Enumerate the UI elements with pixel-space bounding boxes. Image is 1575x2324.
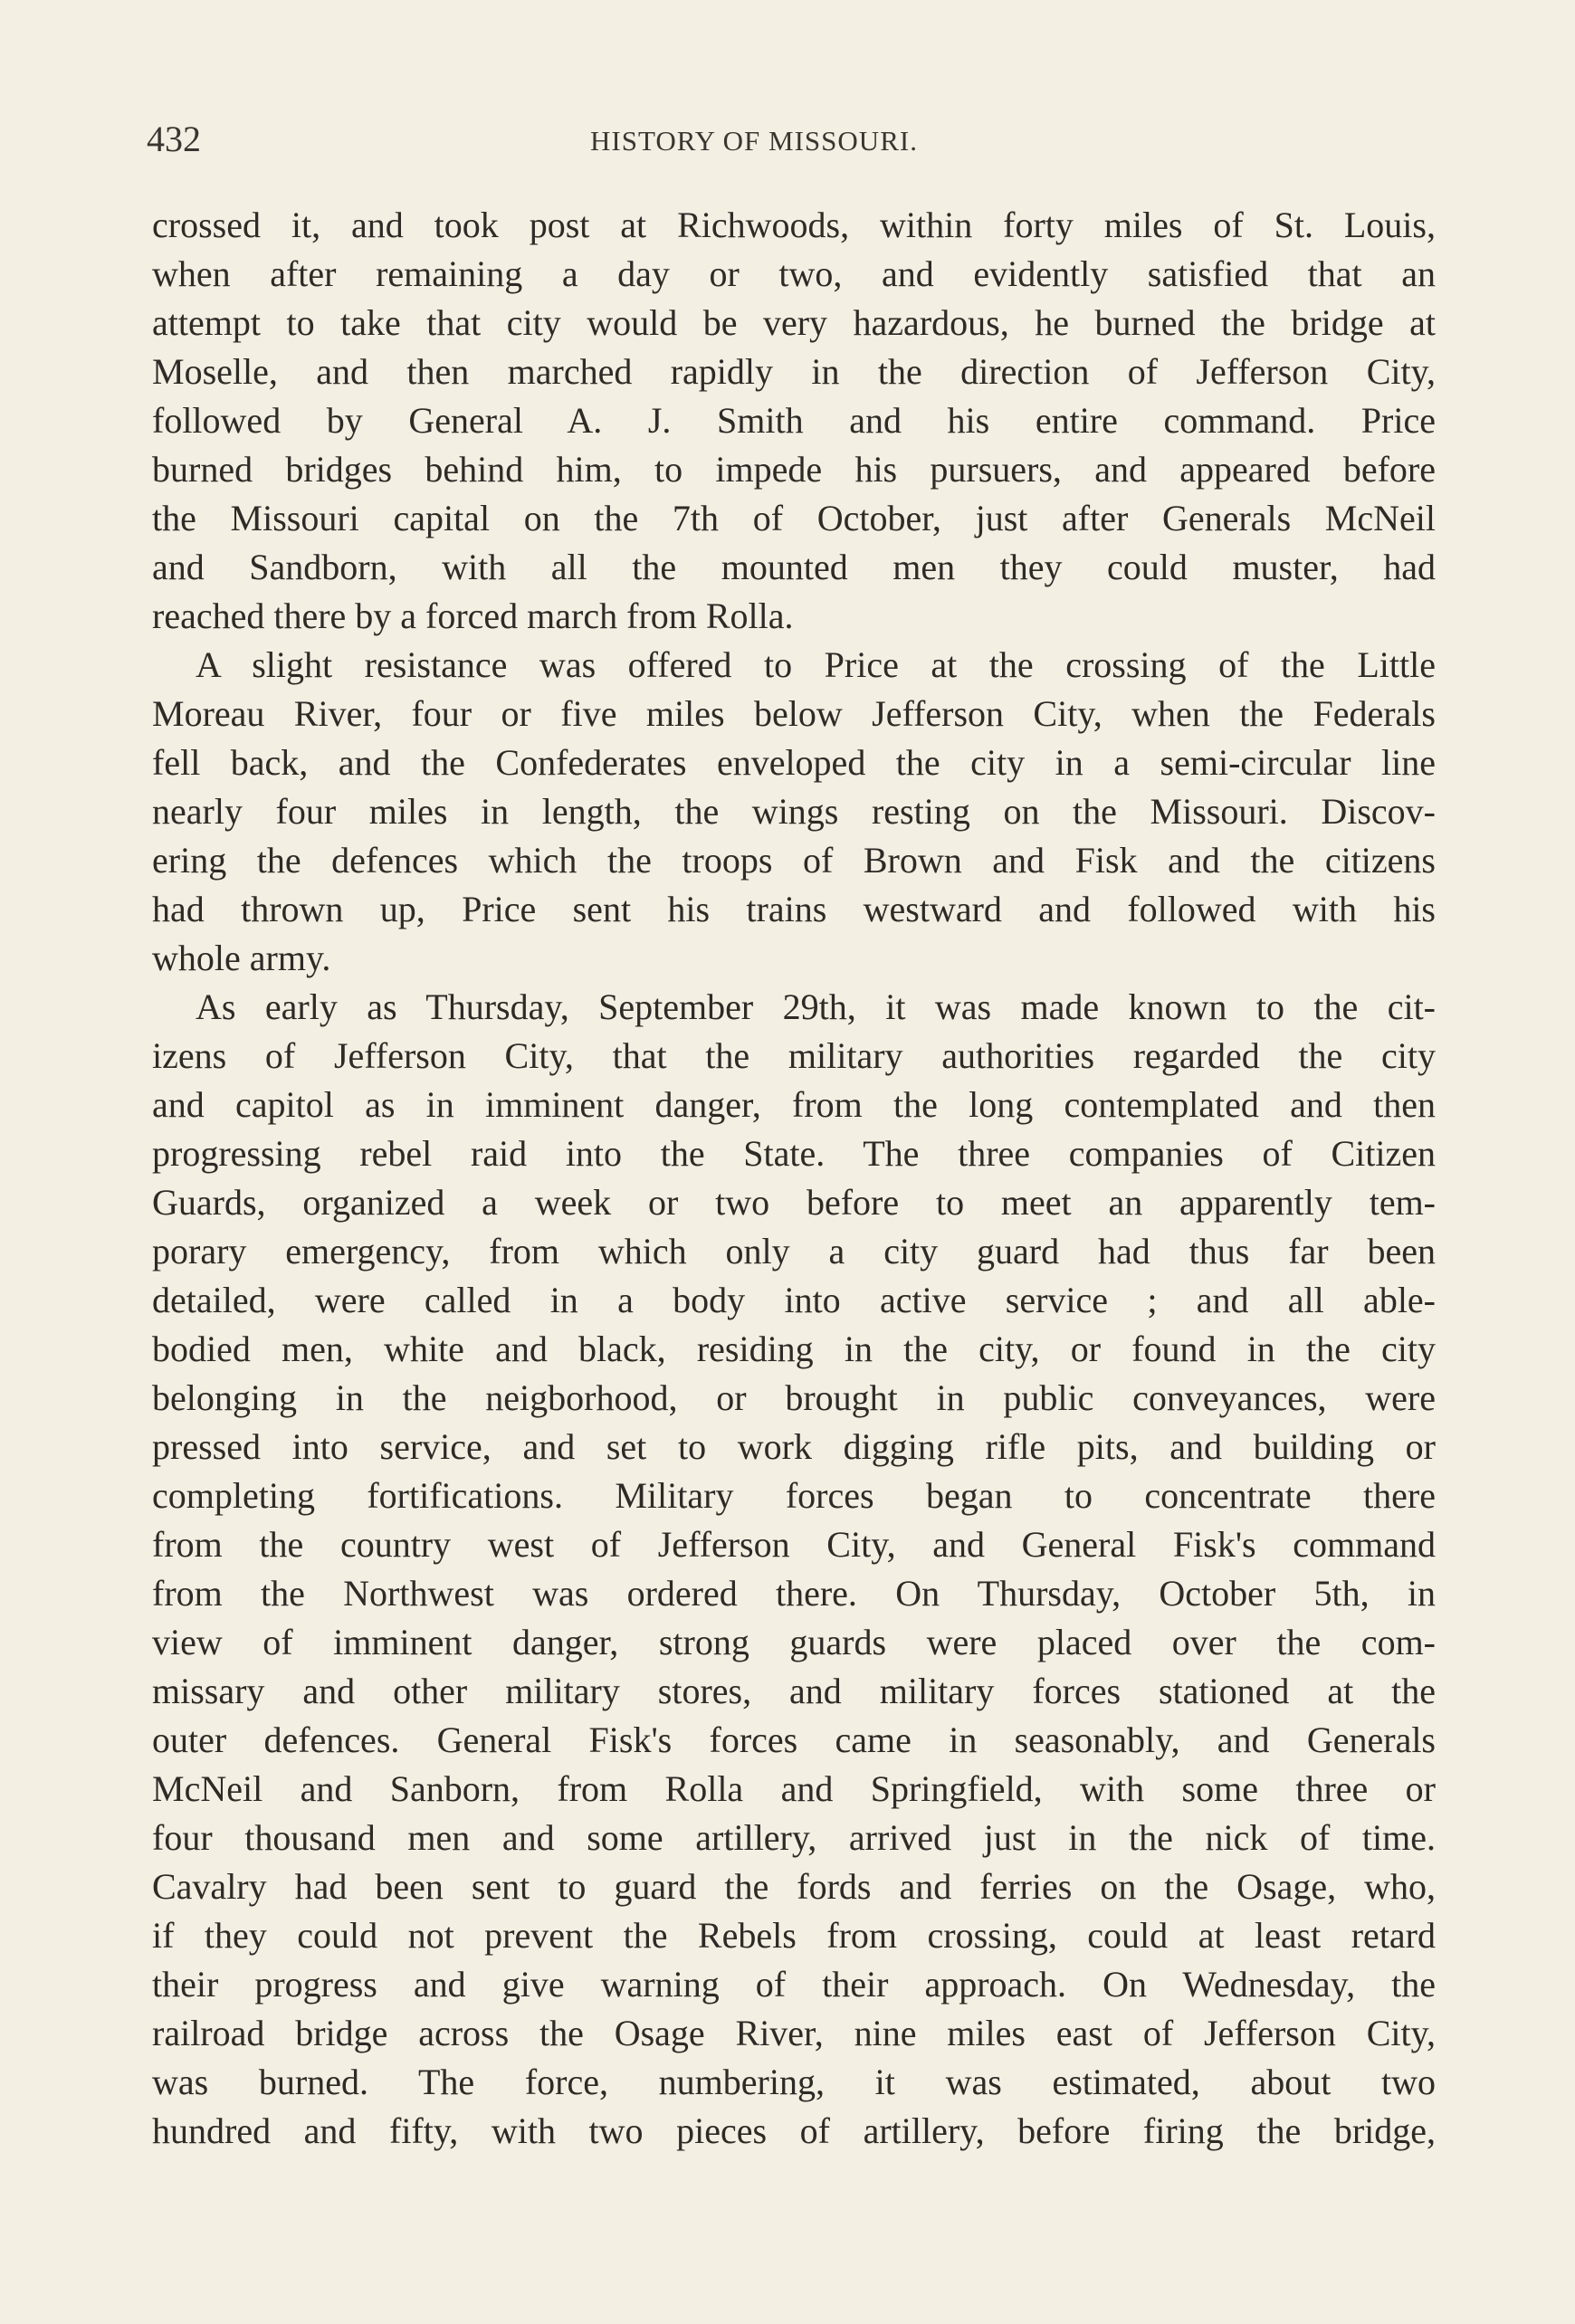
text-line: crossed it, and took post at Richwoods, within forty miles of St. Louis, <box>152 205 1436 245</box>
text-line: Moreau River, four or five miles below Jefferson City, when the Federals <box>152 693 1436 734</box>
text-line: outer defences. General Fisk's forces came in seasonably, and Generals <box>152 1719 1436 1760</box>
text-line: hundred and fifty, with two pieces of artillery, before firing the bridge, <box>152 2110 1436 2151</box>
text-line: fell back, and the Confederates enveloped the city in a semi-circular line <box>152 742 1436 783</box>
text-line: from the Northwest was ordered there. On Thursday, October 5th, in <box>152 1573 1436 1614</box>
text-line: when after remaining a day or two, and evidently satisfied that an <box>152 253 1436 294</box>
text-line: detailed, were called in a body into active service ; and all able- <box>152 1280 1436 1320</box>
text-line: completing fortifications. Military forces began to concentrate there <box>152 1475 1436 1516</box>
text-line: had thrown up, Price sent his trains westward and followed with his <box>152 889 1436 929</box>
text-line: pressed into service, and set to work digging rifle pits, and building or <box>152 1426 1436 1467</box>
text-line: Moselle, and then marched rapidly in the direction of Jefferson City, <box>152 351 1436 392</box>
text-line: Cavalry had been sent to guard the fords and ferries on the Osage, who, <box>152 1866 1436 1907</box>
text-line: burned bridges behind him, to impede his pursuers, and appeared before <box>152 449 1436 490</box>
text-line: view of imminent danger, strong guards were placed over the com- <box>152 1622 1436 1662</box>
text-line: ering the defences which the troops of Brown and Fisk and the citizens <box>152 840 1436 881</box>
text-line: missary and other military stores, and military forces stationed at the <box>152 1671 1436 1711</box>
text-line: from the country west of Jefferson City, and General Fisk's command <box>152 1524 1436 1565</box>
text-line: Guards, organized a week or two before to meet an apparently tem- <box>152 1182 1436 1223</box>
page-number: 432 <box>147 119 201 159</box>
text-line: and Sandborn, with all the mounted men they could muster, had <box>152 547 1436 587</box>
text-line: porary emergency, from which only a city guard had thus far been <box>152 1231 1436 1272</box>
page-header <box>147 118 1441 163</box>
text-line: and capitol as in imminent danger, from the long contemplated and then <box>152 1084 1436 1125</box>
text-line: their progress and give warning of their approach. On Wednesday, the <box>152 1964 1436 2005</box>
text-line: nearly four miles in length, the wings resting on the Missouri. Discov- <box>152 791 1436 832</box>
body-text <box>152 201 1436 2156</box>
text-line: izens of Jefferson City, that the military authorities regarded the city <box>152 1035 1436 1076</box>
text-line: attempt to take that city would be very hazardous, he burned the bridge at <box>152 302 1436 343</box>
text-line: McNeil and Sanborn, from Rolla and Springfield, with some three or <box>152 1768 1436 1809</box>
text-line: bodied men, white and black, residing in the city, or found in the city <box>152 1329 1436 1369</box>
running-head: HISTORY OF MISSOURI. <box>590 125 918 157</box>
text-line: progressing rebel raid into the State. The three companies of Citizen <box>152 1133 1436 1174</box>
text-line: the Missouri capital on the 7th of October, just after Generals McNeil <box>152 498 1436 538</box>
text-line: belonging in the neigborhood, or brought in public conveyances, were <box>152 1377 1436 1418</box>
text-line: whole army. <box>152 938 331 978</box>
text-line: if they could not prevent the Rebels from crossing, could at least retard <box>152 1915 1436 1956</box>
text-line: reached there by a forced march from Rolla. <box>152 595 794 636</box>
text-line: was burned. The force, numbering, it was estimated, about two <box>152 2062 1436 2102</box>
text-line: railroad bridge across the Osage River, nine miles east of Jefferson City, <box>152 2013 1436 2053</box>
text-line: As early as Thursday, September 29th, it was made known to the cit- <box>196 986 1436 1027</box>
text-line: followed by General A. J. Smith and his entire command. Price <box>152 400 1436 441</box>
text-line: four thousand men and some artillery, arrived just in the nick of time. <box>152 1817 1436 1858</box>
text-line: A slight resistance was offered to Price at the crossing of the Little <box>196 644 1436 685</box>
